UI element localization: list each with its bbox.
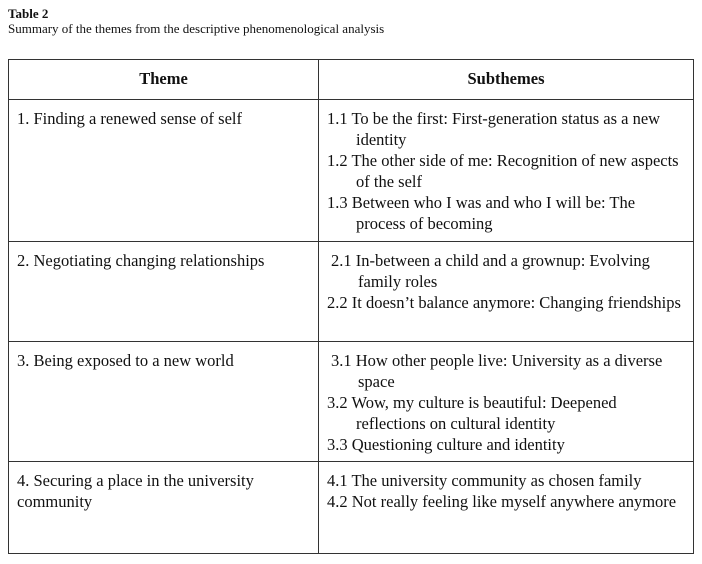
table-row [9,462,694,554]
subtheme-item: 1.2 The other side of me: Recognition of new aspects of the self [327,151,679,191]
table-caption [8,6,384,36]
subtheme-item: 3.2 Wow, my culture is beautiful: Deepened reflections on cultural identity [327,393,617,433]
subtheme-item: 4.2 Not really feeling like myself anywhere anymore [327,492,677,511]
subthemes-cell [319,342,694,462]
subthemes-cell [319,462,694,554]
subtheme-item: 2.2 It doesn’t balance anymore: Changing friendships [327,293,681,312]
table-row [9,242,694,342]
table-label: Table 2 [8,6,49,21]
subthemes-cell [319,242,694,342]
subtheme-item: 2.1 In-between a child and a grownup: Evolving family roles [331,251,650,291]
subtheme-item: 1.1 To be the first: First-generation status as a new identity [327,109,661,149]
header-subthemes: Subthemes [319,60,694,100]
table-title: Summary of the themes from the descriptive phenomenological analysis [8,21,385,36]
theme-cell: 1. Finding a renewed sense of self [9,100,319,242]
theme-cell: 4. Securing a place in the university community [9,462,319,554]
subthemes-cell [319,100,694,242]
theme-cell: 3. Being exposed to a new world [9,342,319,462]
subtheme-item: 1.3 Between who I was and who I will be: The process of becoming [327,193,636,233]
table-row [9,342,694,462]
themes-table [8,59,694,554]
subtheme-item: 4.1 The university community as chosen family [327,471,642,490]
subtheme-item: 3.3 Questioning culture and identity [327,435,565,454]
subtheme-item: 3.1 How other people live: University as a diverse space [331,351,663,391]
header-theme: Theme [9,60,319,100]
table-row [9,100,694,242]
table-header-row [9,60,694,100]
theme-cell: 2. Negotiating changing relationships [9,242,319,342]
